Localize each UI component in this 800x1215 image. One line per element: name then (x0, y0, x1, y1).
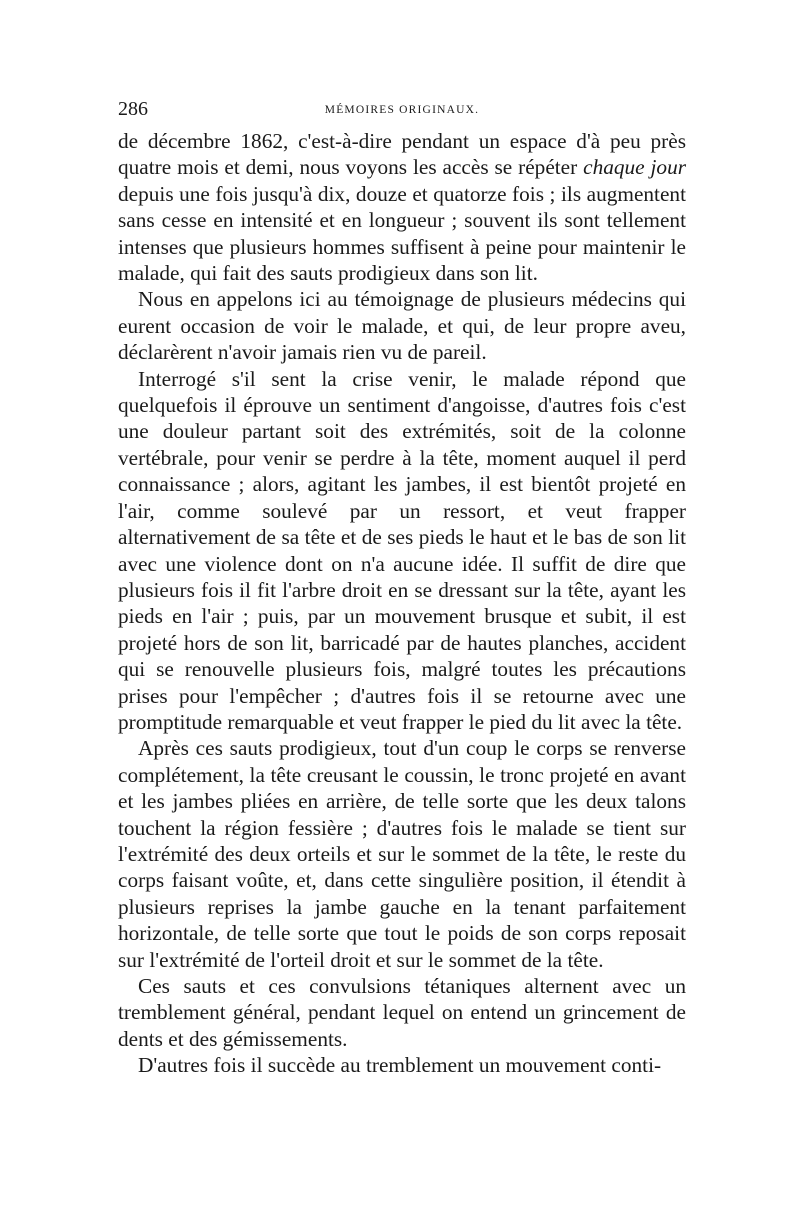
paragraph: Interrogé s'il sent la crise venir, le malade répond que quelquefois il éprouve un sentiment d'angoisse, d'autres fois c'est une douleur partant soit des extrémités, soit de la colonne vertébrale, pour venir se perdre à la tête, moment auquel il perd connaissance ; alors, agitant les jambes, il est bientôt projeté en l'air, comme soulevé par un ressort, et veut frapper alternativement de sa tête et de ses pieds le haut et le bas de son lit avec une violence dont on n'a aucune idée. Il suffit de dire que plusieurs fois il fit l'arbre droit en se dressant sur la tête, ayant les pieds en l'air ; puis, par un mouvement brusque et subit, il est projeté hors de son lit, barricadé par de hautes planches, accident qui se renouvelle plusieurs fois, malgré toutes les précautions prises pour l'empêcher ; d'autres fois il se retourne avec une promptitude remarquable et veut frapper le pied du lit avec la tête. (118, 366, 686, 734)
emphasized-text: chaque jour (583, 155, 687, 180)
paragraph: Nous en appelons ici au témoignage de plusieurs médecins qui eurent occasion de voir le malade, et qui, de leur propre aveu, déclarèrent n'avoir jamais rien vu de pareil. (118, 287, 686, 365)
running-title: MÉMOIRES ORIGINAUX. (324, 104, 480, 116)
body-text (118, 128, 686, 1079)
paragraph-text: de décembre 1862, c'est-à-dire pendant un espace d'à peu près quatre mois et demi, nous voyons les accès se répéter (118, 129, 686, 180)
running-head (118, 98, 686, 128)
book-page (118, 98, 686, 1079)
paragraph: D'autres fois il succède au tremblement un mouvement conti- (138, 1053, 662, 1078)
page-number: 286 (118, 98, 148, 120)
paragraph: Ces sauts et ces convulsions tétaniques alternent avec un tremblement général, pendant lequel on entend un grincement de dents et des gémissements. (118, 974, 686, 1051)
paragraph-continued (118, 128, 686, 286)
paragraph-text: depuis une fois jusqu'à dix, douze et quatorze fois ; ils augmentent sans cesse en intensité et en longueur ; souvent ils sont tellement intenses que plusieurs hommes suffisent à peine pour maintenir le malade, qui fait des sauts prodigieux dans son lit. (118, 181, 686, 286)
paragraph: Après ces sauts prodigieux, tout d'un coup le corps se renverse complétement, la tête creusant le coussin, le tronc projeté en avant et les jambes pliées en arrière, de telle sorte que les deux talons touchent la région fessière ; d'autres fois le malade se tient sur l'extrémité des deux orteils et sur le sommet de la tête, le reste du corps faisant voûte, et, dans cette singulière position, il étendit à plusieurs reprises la jambe gauche en la tenant parfaitement horizontale, de telle sorte que tout le poids de son corps reposait sur l'extrémité de l'orteil droit et sur le sommet de la tête. (118, 736, 686, 972)
